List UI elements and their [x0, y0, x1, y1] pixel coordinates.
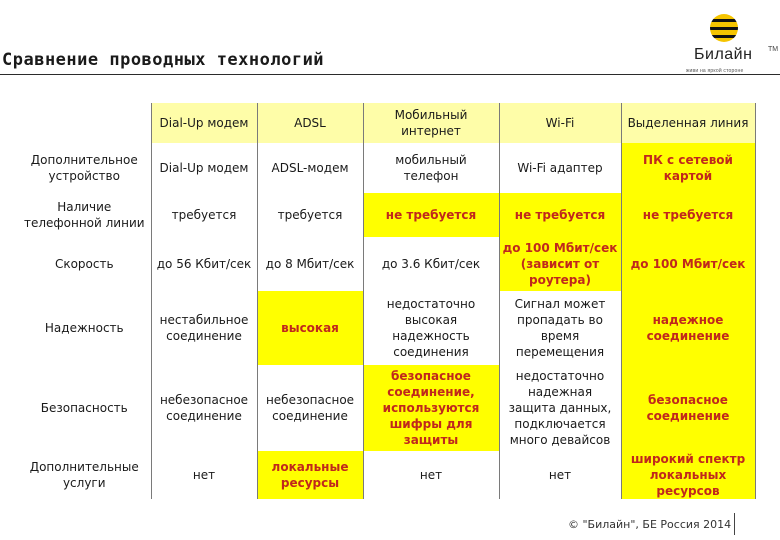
table-cell: ПК с сетевой картой — [621, 143, 755, 193]
beeline-ball-icon — [710, 14, 738, 42]
table-cell: не требуется — [499, 193, 621, 237]
row-label: Дополнительное устройство — [30, 153, 138, 183]
table-row — [18, 193, 755, 237]
table-cell: мобильный телефон — [363, 143, 499, 193]
header-cell: Мобильный интернет — [363, 103, 499, 143]
beeline-logo — [682, 10, 778, 72]
row-label: Скорость — [54, 257, 114, 271]
table-cell: небезопасное соединение — [151, 365, 257, 451]
table-cell: нет — [499, 451, 621, 499]
table-cell: до 100 Мбит/сек (зависит от роутера) — [499, 237, 621, 291]
logo-name: Билайн — [694, 46, 753, 63]
row-label: Безопасность — [40, 401, 128, 415]
table-cell: ADSL-модем — [257, 143, 363, 193]
table-row — [18, 143, 755, 193]
table-cell: широкий спектр локальных ресурсов — [621, 451, 755, 499]
row-label: Надежность — [44, 321, 124, 335]
row-label: Наличие телефонной линии — [23, 200, 145, 230]
table-cell: нет — [151, 451, 257, 499]
table-cell: не требуется — [621, 193, 755, 237]
copyright-footer: © "Билайн", БЕ Россия 2014 — [568, 518, 732, 531]
header-cell: Выделенная линия — [621, 103, 755, 143]
table-cell: надежное соединение — [621, 291, 755, 365]
table-row — [18, 451, 755, 499]
logo-trademark: ТМ — [768, 46, 779, 53]
row-label: Дополнительные услуги — [29, 460, 139, 490]
table-row — [18, 291, 755, 365]
header-row — [18, 103, 755, 143]
table-cell: недостаточно надежная защита данных, подключается много девайсов — [499, 365, 621, 451]
table-cell: нет — [363, 451, 499, 499]
header-cell: Dial-Up модем — [151, 103, 257, 143]
logo-tagline: живи на яркой стороне — [686, 68, 744, 74]
table-cell: высокая — [257, 291, 363, 365]
table-row — [18, 237, 755, 291]
table-cell: до 56 Кбит/сек — [151, 237, 257, 291]
table-cell: не требуется — [363, 193, 499, 237]
table-cell: Dial-Up модем — [151, 143, 257, 193]
table-cell: до 100 Мбит/сек — [621, 237, 755, 291]
header-cell — [18, 103, 151, 143]
header-cell: ADSL — [257, 103, 363, 143]
table-cell: недостаточно высокая надежность соединения — [363, 291, 499, 365]
table-cell: до 8 Мбит/сек — [257, 237, 363, 291]
table-cell: Сигнал может пропадать во время перемещения — [499, 291, 621, 365]
table-cell: требуется — [257, 193, 363, 237]
footer-divider — [734, 513, 735, 535]
header-cell: Wi-Fi — [499, 103, 621, 143]
title-divider — [0, 74, 780, 75]
table-cell: Wi-Fi адаптер — [499, 143, 621, 193]
table-cell: локальные ресурсы — [257, 451, 363, 499]
table-cell: нестабильное соединение — [151, 291, 257, 365]
table-cell: до 3.6 Кбит/сек — [363, 237, 499, 291]
table-cell: небезопасное соединение — [257, 365, 363, 451]
comparison-table — [18, 103, 756, 499]
table-cell: безопасное соединение — [621, 365, 755, 451]
table-cell: требуется — [151, 193, 257, 237]
table-cell: безопасное соединение, используются шифры для защиты — [363, 365, 499, 451]
table-row — [18, 365, 755, 451]
slide-title: Сравнение проводных технологий — [2, 50, 325, 70]
